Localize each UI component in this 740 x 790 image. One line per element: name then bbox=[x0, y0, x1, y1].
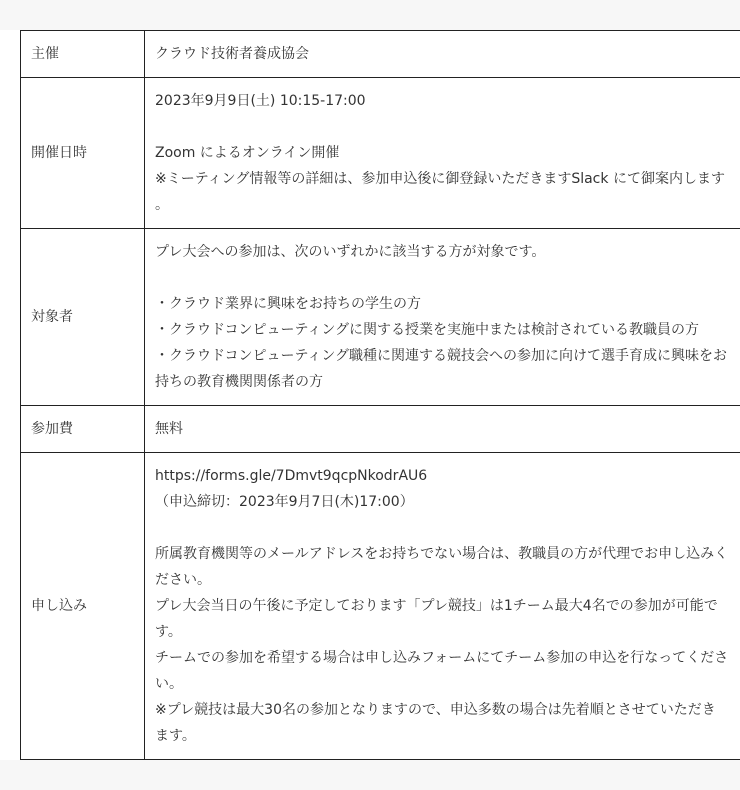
target-item-1: ・クラウド業界に興味をお持ちの学生の方 bbox=[155, 296, 421, 312]
spacer bbox=[155, 114, 740, 140]
fee-value: 無料 bbox=[145, 406, 740, 453]
target-label: 対象者 bbox=[21, 229, 145, 406]
target-value bbox=[145, 229, 740, 406]
target-item-3-line-1: ・クラウドコンピューティング職種に関連する競技会への参加に向けて選手育成に興味をお bbox=[155, 348, 728, 364]
apply-value bbox=[145, 453, 740, 760]
target-item-2: ・クラウドコンピューティングに関する授業を実施中または検討されている教職員の方 bbox=[155, 322, 700, 338]
organizer-value: クラウド技術者養成協会 bbox=[145, 31, 740, 78]
application-deadline: （申込締切：2023年9月7日(木)17:00） bbox=[155, 494, 414, 510]
table-row-organizer bbox=[21, 31, 740, 78]
apply-label: 申し込み bbox=[21, 453, 145, 760]
event-venue: Zoom によるオンライン開催 bbox=[155, 145, 340, 161]
target-intro: プレ大会への参加は、次のいずれかに該当する方が対象です。 bbox=[155, 244, 546, 260]
apply-paragraph-2-line-1: プレ大会当日の午後に予定しております「プレ競技」は1チーム最大4名での参加が可能で bbox=[155, 598, 718, 614]
apply-paragraph-2-line-2: す。 bbox=[155, 624, 182, 640]
event-info-table bbox=[20, 30, 740, 760]
application-form-link[interactable]: https://forms.gle/7Dmvt9qcpNkodrAU6 bbox=[155, 468, 428, 484]
datetime-value bbox=[145, 78, 740, 229]
apply-paragraph-3-line-2: い。 bbox=[155, 676, 183, 692]
datetime-label: 開催日時 bbox=[21, 78, 145, 229]
table-row-target bbox=[21, 229, 740, 406]
organizer-label: 主催 bbox=[21, 31, 145, 78]
apply-paragraph-1-line-2: ださい。 bbox=[155, 572, 211, 588]
fee-label: 参加費 bbox=[21, 406, 145, 453]
event-note-line-2: 。 bbox=[155, 197, 169, 213]
spacer bbox=[155, 265, 740, 291]
table-row-apply bbox=[21, 453, 740, 760]
event-date: 2023年9月9日(土) 10:15-17:00 bbox=[155, 93, 366, 109]
apply-paragraph-1-line-1: 所属教育機関等のメールアドレスをお持ちでない場合は、教職員の方が代理でお申し込みく bbox=[155, 546, 729, 562]
spacer bbox=[155, 515, 740, 541]
event-note-line-1: ※ミーティング情報等の詳細は、参加申込後に御登録いただきますSlack にて御案内します bbox=[155, 171, 725, 187]
apply-paragraph-4-line-1: ※プレ競技は最大30名の参加となりますので、申込多数の場合は先着順とさせていただき bbox=[155, 702, 716, 718]
table-row-fee bbox=[21, 406, 740, 453]
target-item-3-line-2: 持ちの教育機関関係者の方 bbox=[155, 374, 323, 390]
apply-paragraph-4-line-2: ます。 bbox=[155, 728, 196, 744]
table-row-datetime bbox=[21, 78, 740, 229]
apply-paragraph-3-line-1: チームでの参加を希望する場合は申し込みフォームにてチーム参加の申込を行なってくださ bbox=[155, 650, 729, 666]
